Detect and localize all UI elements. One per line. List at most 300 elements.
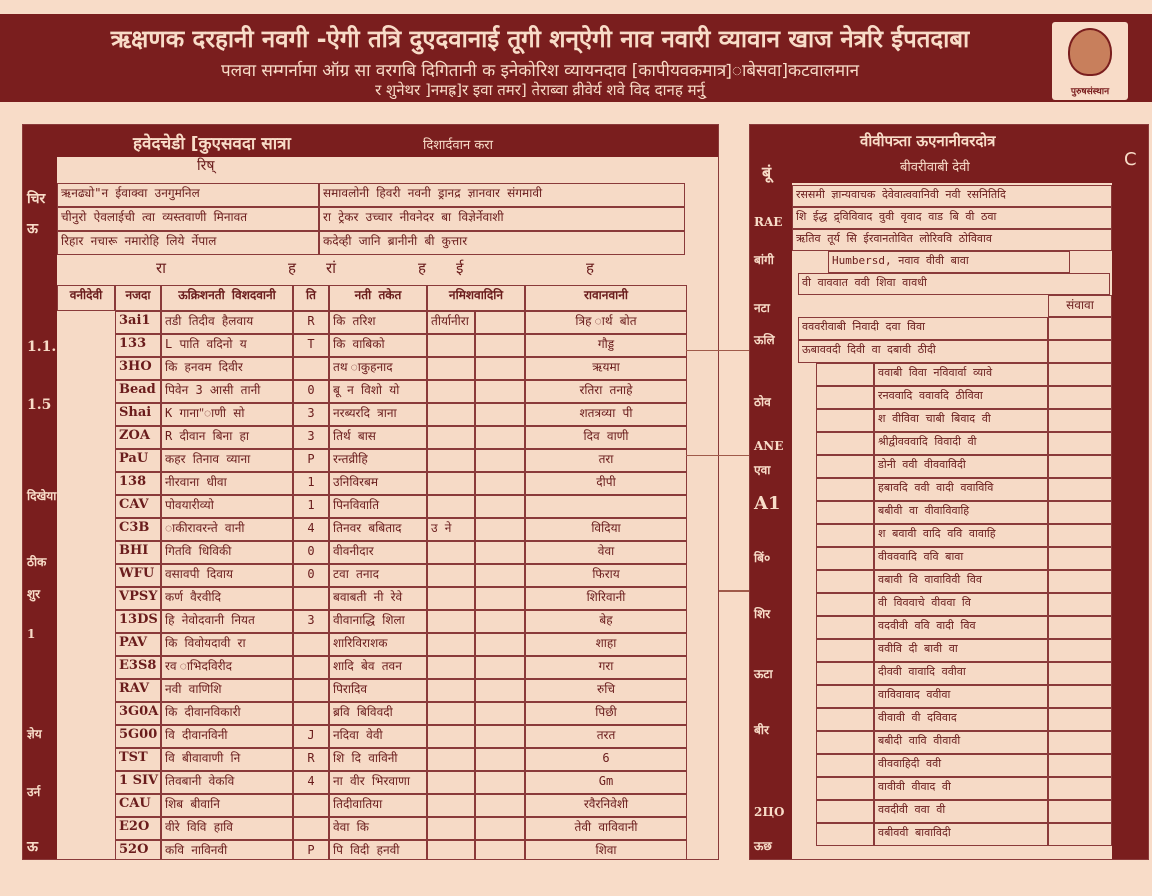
row-extra: उ ने [427,518,475,541]
right-row-entry: वदवीवी ववि वादी विव [874,616,1048,639]
right-row-lead [816,823,874,846]
row-entry-detail: तिनवर बबिताद [329,518,427,541]
right-side-label: A1 [754,493,781,514]
row-blank [475,357,525,380]
row-mark: 1 [293,472,329,495]
row-mark [293,656,329,679]
left-side-label: 1.1. [27,339,57,355]
left-side-strip [23,157,57,860]
row-mark: R [293,748,329,771]
row-blank [475,748,525,771]
right-corner-right: C [1124,149,1137,170]
column-header: रावानवानी [525,285,687,311]
right-row-lead [816,731,874,754]
row-entry-name: कि हनवम दिवीर [161,357,293,380]
row-extra [427,449,475,472]
row-extra [427,771,475,794]
right-row-lead [816,662,874,685]
right-side-label: 2ЦО [754,805,785,819]
row-number: RAV [115,679,161,702]
row-number: TST [115,748,161,771]
row-number: CAU [115,794,161,817]
info-cell-right: रा ट्रेकर उच्चार नीवनेदर बा विज्ञेर्नेवाशी [319,207,685,231]
right-row-entry: बबीदी वावि वीवावी [874,731,1048,754]
row-extra [427,748,475,771]
row-number: 3HO [115,357,161,380]
row-entry-detail: पि विदी हनवी [329,840,427,860]
row-remark: वेवा [525,541,687,564]
row-number: 133 [115,334,161,357]
row-remark: त्रिह ार्थ बोत [525,311,687,334]
row-remark: ऋयमा [525,357,687,380]
column-header: वनीदेवी [57,285,115,311]
row-mark: P [293,840,329,860]
row-blank [475,794,525,817]
right-row-blank [1048,823,1112,846]
right-row-entry: दीववी वावादि ववीवा [874,662,1048,685]
row-blank [475,817,525,840]
row-mark: 0 [293,541,329,564]
row-remark: शिवा [525,840,687,860]
right-row-blank [1048,363,1112,386]
row-entry-name: L पाति वदिनो य [161,334,293,357]
row-blank [475,702,525,725]
document-header [0,14,1152,102]
right-side-label: ठोव [754,395,771,409]
row-entry-detail: शारिविराशक [329,633,427,656]
row-mark: 3 [293,610,329,633]
header-subline: र शुनेथर ]नमह्र]र इवा तमर] तेराब्वा व्रीवेर्य शवे विद दानह मर्नु् [375,81,705,99]
left-sub-heading: रिष् [197,158,215,174]
right-side-label: नटा [754,301,770,315]
row-entry-detail: रन्तव्रीहि [329,449,427,472]
row-entry-detail: बू न विशो यो [329,380,427,403]
row-extra [427,656,475,679]
column-header: नमिशवादिनि [427,285,525,311]
row-blank [475,426,525,449]
row-entry-detail: वेवा कि [329,817,427,840]
right-row-blank [1048,432,1112,455]
row-remark: गौड्ड [525,334,687,357]
row-remark: दिव वाणी [525,426,687,449]
right-row-blank [1048,708,1112,731]
row-remark: विदिया [525,518,687,541]
row-remark: Gm [525,771,687,794]
right-side-strip-left [750,183,792,860]
row-blank [475,311,525,334]
right-note: ऋतिव तूर्य सि ईरवानतोवित लोरिववि ठोविवाव [792,229,1112,251]
info-cell-left: चीनुरो ऐवलाईची त्वा व्यस्तवाणी मिनावत [57,207,319,231]
row-entry-name: कि दीवानविकारी [161,702,293,725]
row-entry-detail: तथ ाकुहनाद [329,357,427,380]
row-extra [427,472,475,495]
row-remark: तरा [525,449,687,472]
row-mark [293,633,329,656]
mark-symbol: ई [456,259,464,277]
row-entry-name: रव ाभिदविरीद [161,656,293,679]
right-row-lead [816,685,874,708]
left-side-label: ऊ [27,221,38,237]
mark-symbol: ह [586,259,594,277]
row-extra [427,426,475,449]
mark-symbol: ह [288,259,296,277]
row-entry-name: तिवबानी वेकवि [161,771,293,794]
row-remark: शतत्रव्या पी [525,403,687,426]
right-row-lead [816,363,874,386]
row-blank [475,472,525,495]
row-extra [427,610,475,633]
row-blank [475,518,525,541]
row-remark: रतिरा तनाहे [525,380,687,403]
right-side-label: RAE [754,215,783,229]
row-extra [427,725,475,748]
right-row-lead [816,478,874,501]
left-table-title: हवेदचेडी [कुएसवदा सात्रा [133,134,291,154]
right-row-lead [816,524,874,547]
row-entry-detail: वीवानाद्धि शिला [329,610,427,633]
row-entry-name: नीरवाना धीवा [161,472,293,495]
right-row-blank [1048,777,1112,800]
row-entry-detail: कि तरिश [329,311,427,334]
row-mark [293,794,329,817]
left-side-label: दिखेया [27,489,57,503]
row-extra [427,679,475,702]
right-row-lead [816,455,874,478]
right-row-blank [1048,409,1112,432]
connector-line [686,350,752,351]
right-row-blank [1048,639,1112,662]
right-register-table [749,124,1149,860]
right-row-blank [1048,455,1112,478]
emblem-icon [1068,28,1112,76]
row-number: 3ai1 [115,311,161,334]
info-cell-right: समावलोनी हिवरी नवनी ड्रानद्र ज्ञानवार संगमावी [319,183,685,207]
right-row-blank [1048,616,1112,639]
left-side-label: ऊ [27,839,38,855]
connector-line [686,455,752,456]
right-row-entry: श वीविवा चाबी बिवाद वी [874,409,1048,432]
column-header: ति [293,285,329,311]
row-entry-name: हि नेवोदवानी नियत [161,610,293,633]
right-row-lead [816,616,874,639]
right-row-blank [1048,340,1112,363]
right-row-blank [1048,731,1112,754]
row-extra [427,541,475,564]
row-mark [293,679,329,702]
row-remark: गरा [525,656,687,679]
row-entry-name: ाकीरावरन्ते वानी [161,518,293,541]
mark-symbol: ह [418,259,426,277]
row-remark [525,495,687,518]
row-entry-detail: ब्रवि बिविवदी [329,702,427,725]
row-number: ZOA [115,426,161,449]
left-side-label: चिर [27,191,46,207]
row-extra [427,587,475,610]
info-cell-left: रिहार नचारू नमारोहि लिये र्नेपाल [57,231,319,255]
row-remark: शाहा [525,633,687,656]
row-remark: 6 [525,748,687,771]
row-extra [427,817,475,840]
right-row-entry: रनववादि ववावदि ठीविवा [874,386,1048,409]
right-row-lead [816,593,874,616]
row-mark [293,357,329,380]
emblem-caption: पुरुषसंस्थान [1070,87,1110,97]
row-number: 3G0A [115,702,161,725]
right-row-entry: ववदीवी ववा वी [874,800,1048,823]
row-extra [427,403,475,426]
row-mark [293,817,329,840]
right-row-entry: वावीवी वीवाद वी [874,777,1048,800]
row-remark: बेह [525,610,687,633]
row-entry-detail: टवा तनाद [329,564,427,587]
right-note: शि ईद्ध द्र्विविवाद वुवी वृवाद वाड बि वी ठवा [792,207,1112,229]
right-row-entry: श बवावी वादि ववि वावाहि [874,524,1048,547]
row-extra: तीर्यानीरा [427,311,475,334]
row-mark: 3 [293,403,329,426]
row-blank [475,380,525,403]
row-blank [475,564,525,587]
left-side-label: उर्न [27,785,41,799]
row-extra [427,380,475,403]
right-row-lead [816,409,874,432]
right-row-entry: वववरीवाबी निवादी दवा विवा [798,317,1048,340]
row-blank [475,610,525,633]
row-entry-detail: तिर्थ बास [329,426,427,449]
right-row-lead [816,777,874,800]
row-blank [475,541,525,564]
row-mark: 4 [293,518,329,541]
row-entry-detail: नरब्यरदि त्राना [329,403,427,426]
right-note: रससमी ज्ञान्यवाचक देवेवात्ववानिवी नवी रसनितिदि [792,185,1112,207]
right-row-lead [816,432,874,455]
row-extra [427,495,475,518]
header-title: ऋक्षणक दरहानी नवगी -ऐगी तत्रि दुएदवानाई तूगी शन्ऐगी नाव नवारी व्यावान खाज नेत्ररि ईपतदाबा [110,25,970,53]
row-entry-name: तडी तिदीव हैलवाय [161,311,293,334]
right-corner-left: बूं [762,163,772,182]
row-number: PAV [115,633,161,656]
right-row-lead [816,708,874,731]
row-number: BHI [115,541,161,564]
row-number: 13DS [115,610,161,633]
row-extra [427,357,475,380]
row-number: E3S8 [115,656,161,679]
right-row-entry: वाविवावाद ववीवा [874,685,1048,708]
row-number: E2O [115,817,161,840]
row-number: CAV [115,495,161,518]
left-side-label: ज्ञेय [27,727,42,741]
row-remark: रवैरनिवेशी [525,794,687,817]
info-cell-right: कदेव्ही जानि ब्रानीनी बी कुत्तार [319,231,685,255]
row-entry-name: कहर तिनाव व्याना [161,449,293,472]
row-entry-name: वीरे विवि हावि [161,817,293,840]
left-side-label: 1.5 [27,397,52,413]
right-row-blank [1048,593,1112,616]
row-entry-name: नवी वाणिशि [161,679,293,702]
row-mark: 4 [293,771,329,794]
right-row-blank [1048,547,1112,570]
left-table-subtitle: दिशार्दवान करा [423,138,493,153]
row-mark: 3 [293,426,329,449]
row-entry-name: पिवेन 3 आसी तानी [161,380,293,403]
right-side-label: शिर [754,607,771,621]
left-side-label: 1 [27,627,36,641]
right-row-blank [1048,317,1112,340]
row-number: 52O [115,840,161,860]
row-mark: T [293,334,329,357]
right-row-blank [1048,685,1112,708]
right-side-label: ऊलि [754,333,775,347]
row-remark: फिराय [525,564,687,587]
right-row-blank [1048,800,1112,823]
row-number: Shai [115,403,161,426]
row-number: 1 SIV [115,771,161,794]
row-mark [293,587,329,610]
row-blank [475,334,525,357]
row-entry-detail: उनिविरबम [329,472,427,495]
right-row-entry: श्रीद्वीवववादि विवादी वी [874,432,1048,455]
mark-symbol: रां [326,259,337,277]
row-extra [427,840,475,860]
right-side-label: बिं० [754,551,771,565]
right-note: वी वाववात ववी शिवा वावधी [798,273,1110,295]
left-register-table [22,124,719,860]
header-subtitle: पलवा सम्गर्नामा ऑग्र सा वरगबि दिगितानी क इनेकोरिश व्यायनदाव [कापीयवकमात्र]ाबेसवा]कटवालमान [220,61,860,81]
right-row-entry: डोनी ववी वीववाविदी [874,455,1048,478]
row-mark: 0 [293,380,329,403]
row-blank [475,840,525,860]
right-row-entry: वबीववी बावाविदी [874,823,1048,846]
right-row-lead [816,800,874,823]
row-entry-name: पोवयारीव्यो [161,495,293,518]
row-entry-detail: कि वाबिको [329,334,427,357]
row-extra [427,702,475,725]
right-row-blank [1048,501,1112,524]
right-row-blank [1048,524,1112,547]
right-row-blank [1048,386,1112,409]
row-extra [427,564,475,587]
row-number: Bead [115,380,161,403]
row-extra [427,633,475,656]
row-entry-detail: बवाबती नी रेवे [329,587,427,610]
row-blank [475,679,525,702]
right-row-blank [1048,478,1112,501]
row-entry-detail: ना वीर भिरवाणा [329,771,427,794]
row-remark: दीपी [525,472,687,495]
row-entry-name: वसावपी दिवाय [161,564,293,587]
right-side-label: ऊटा [754,667,773,681]
right-row-entry: ऊबाववदी दिवी वा दबावी ठीदी [798,340,1048,363]
row-entry-name: वि बीवावाणी नि [161,748,293,771]
row-blank [475,771,525,794]
left-side-label: शुर [27,587,41,601]
row-entry-name: वि दीवानविनी [161,725,293,748]
row-number: C3B [115,518,161,541]
right-row-blank [1048,662,1112,685]
row-blank [475,656,525,679]
left-side-label: ठीक [27,555,47,569]
row-entry-detail: नदिवा वेवी [329,725,427,748]
row-remark: तेवी वाविवानी [525,817,687,840]
row-entry-name: कि विवोयदावी रा [161,633,293,656]
right-row-lead [816,570,874,593]
row-number: 5G00 [115,725,161,748]
row-blank [475,449,525,472]
row-remark: रुचि [525,679,687,702]
row-blank [475,403,525,426]
row-remark: शिरिवानी [525,587,687,610]
right-side-label: ANE [754,439,784,453]
right-row-lead [816,754,874,777]
row-mark: 1 [293,495,329,518]
column-header: नजदा [115,285,161,311]
row-entry-detail: पिरादिव [329,679,427,702]
right-row-entry: हबावदि ववी वादी ववाविवि [874,478,1048,501]
row-mark [293,702,329,725]
row-mark: R [293,311,329,334]
right-table-title: वीवीपत्र्ता ऊएनानीवरदोत्र [860,132,996,150]
info-cell-left: ऋनढ्यो"न ईवाक्वा उनगुमनिल [57,183,319,207]
row-entry-name: कर्ण वैरवीदि [161,587,293,610]
row-extra [427,794,475,817]
right-side-label: बांगी [754,253,774,267]
right-row-entry: वीवावी वी दविवाद [874,708,1048,731]
row-number: PaU [115,449,161,472]
emblem-seal [1052,22,1128,100]
right-column-header: संवावा [1048,295,1112,317]
row-entry-name: R दीवान बिना हा [161,426,293,449]
row-entry-detail: शादि बेव तवन [329,656,427,679]
row-remark: पिछी [525,702,687,725]
row-extra [427,334,475,357]
right-row-entry: वीववाहिदी ववी [874,754,1048,777]
row-blank [475,633,525,656]
row-entry-name: K गाना"ाणी सो [161,403,293,426]
right-note: Humbersd, नवाव वीवी बावा [828,251,1070,273]
right-side-label: ऊछ [754,839,772,853]
right-row-entry: बबीवी वा वीवाविवाहि [874,501,1048,524]
row-entry-name: गितवि धिविकी [161,541,293,564]
row-blank [475,725,525,748]
right-side-label: एवा [754,463,771,477]
right-row-lead [816,501,874,524]
right-row-lead [816,386,874,409]
row-number: VPSY [115,587,161,610]
right-row-blank [1048,754,1112,777]
row-mark: P [293,449,329,472]
right-side-strip-right [1112,183,1149,860]
row-number: 138 [115,472,161,495]
left-title-bar [23,125,719,157]
right-row-entry: वीवववादि ववि बावा [874,547,1048,570]
row-entry-detail: पिनविवाति [329,495,427,518]
right-row-entry: ववाबी विवा नविवार्वा व्यावे [874,363,1048,386]
right-row-entry: वी विववाचे वीववा वि [874,593,1048,616]
row-mark: 0 [293,564,329,587]
row-blank [475,495,525,518]
row-entry-name: शिब बीवानि [161,794,293,817]
right-row-lead [816,547,874,570]
right-row-blank [1048,570,1112,593]
right-row-entry: ववीवि दी बावी वा [874,639,1048,662]
column-header: ऊक्रिशनती विशदवानी [161,285,293,311]
row-entry-detail: शि दि वाविनी [329,748,427,771]
row-remark: तरत [525,725,687,748]
row-entry-detail: वीवनीदार [329,541,427,564]
right-side-label: बीर [754,723,769,737]
row-entry-detail: तिदीवातिया [329,794,427,817]
column-header: नती तकेत [329,285,427,311]
right-row-lead [816,639,874,662]
